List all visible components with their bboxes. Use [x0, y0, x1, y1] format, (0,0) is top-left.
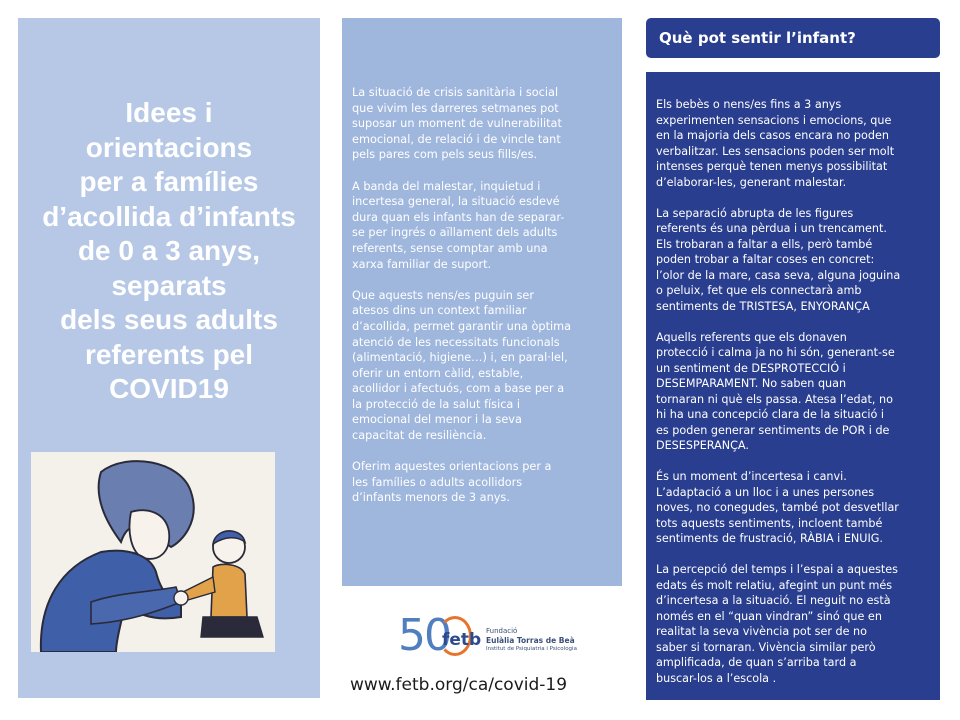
- text-line: sentiments de frustració, RÀBIA i ENUIG.: [656, 532, 883, 545]
- text-line: La situació de crisis sanitària i social: [352, 86, 559, 99]
- title-line: referents pel: [84, 338, 254, 370]
- text-line: d’elaborar-les, generant malestar.: [656, 175, 847, 189]
- text-line: pels pares com pels seus fills/es.: [352, 148, 538, 162]
- text-line: dura quan els infants han de separar-: [352, 210, 565, 224]
- text-line: d’incertesa a la situació. El neguit no està: [656, 594, 891, 607]
- text-line: La percepció del temps i l’espai a aquestes: [656, 563, 899, 576]
- text-line: atesos dins un context familiar: [352, 304, 527, 318]
- drawing-svg: [31, 452, 275, 652]
- text-line: oferir un entorn càlid, estable,: [352, 366, 524, 380]
- text-line: Els bebès o nens/es fins a 3 anys: [656, 98, 842, 111]
- text-line: suposar un moment de vulnerabilitat: [352, 117, 562, 131]
- text-line: capacitat de resiliència.: [352, 429, 487, 443]
- text-line: La separació abrupta de les figures: [656, 206, 854, 220]
- text-line: saber si tornaran. Vivència similar però: [656, 640, 876, 654]
- text-line: se per ingrés o aïllament dels adults: [352, 226, 558, 240]
- text-line: incertesa general, la situació esdevé: [352, 195, 560, 209]
- cover-title: [18, 96, 320, 407]
- logo-mark: fetb: [442, 630, 482, 650]
- text-line: DESEMPARAMENT. No saben quan: [656, 377, 847, 390]
- feelings-paragraph: [656, 469, 936, 547]
- logo-line-3: Institut de Psiquiatria i Psicologia: [486, 646, 577, 652]
- logo-anniversary-number: 50: [398, 610, 450, 661]
- title-line: separats: [111, 269, 227, 301]
- title-line: COVID19: [109, 373, 229, 404]
- text-line: es poden generar sentiments de POR i de: [656, 423, 890, 437]
- text-line: protecció i calma ja no hi són, generant-se: [656, 346, 895, 359]
- section-header: [646, 18, 940, 58]
- text-line: poden trobar a faltar coses en concret:: [656, 253, 875, 266]
- intro-panel: [342, 18, 622, 586]
- feelings-paragraph: [656, 330, 936, 454]
- text-line: l’olor de la mare, casa seva, alguna joguina: [656, 268, 901, 282]
- text-line: buscar-los a l’escola .: [656, 671, 777, 685]
- text-line: (alimentació, higiene…) i, en paral·lel,: [352, 351, 568, 365]
- text-line: un sentiment de DESPROTECCIÓ i: [656, 361, 846, 375]
- section-heading: Què pot sentir l’infant?: [659, 29, 856, 47]
- text-line: hi ha una concepció clara de la situació i: [656, 408, 884, 421]
- text-line: tornaran ni què els passa. Atesa l’edat, no: [656, 392, 893, 406]
- text-line: sentiments de TRISTESA, ENYORANÇA: [656, 299, 870, 313]
- adult-child-drawing: [31, 452, 275, 652]
- text-line: Oferim aquestes orientacions per a: [352, 460, 552, 474]
- feelings-paragraph: [656, 562, 936, 686]
- feelings-text: [656, 97, 936, 702]
- title-line: per a famílies: [79, 166, 259, 197]
- feelings-paragraph: [656, 97, 936, 190]
- intro-paragraph: [352, 288, 614, 444]
- text-line: experimenten sensacions i emocions, que: [656, 113, 892, 127]
- text-line: d’infants menors de 3 anys.: [352, 491, 510, 505]
- text-line: referents és una pèrdua i un trencament.: [656, 222, 887, 235]
- intro-text: [352, 85, 614, 522]
- website-link[interactable]: www.fetb.org/ca/covid-19: [350, 675, 568, 695]
- text-line: Els trobaran a faltar a ells, però també: [656, 237, 873, 251]
- text-line: xarxa familiar de suport.: [352, 257, 492, 271]
- text-line: intenses perquè tenen menys possibilitat: [656, 160, 888, 173]
- text-line: És un moment d’incertesa i canvi.: [656, 470, 847, 483]
- text-line: A banda del malestar, inquietud i: [352, 179, 541, 193]
- feelings-panel: [646, 72, 940, 700]
- title-line: d’acollida d’infants: [42, 200, 296, 232]
- text-line: emocional del menor i la seva: [352, 413, 522, 427]
- text-line: d’acollida, permet garantir una òptima: [352, 319, 572, 333]
- text-line: només en el “quan vindran” sinó que en: [656, 609, 882, 623]
- text-line: tots aquests sentiments, incloent també: [656, 516, 883, 530]
- text-line: atenció de les necessitats funcionals: [352, 335, 560, 349]
- text-line: edats és molt relatiu, afegint un punt més: [656, 578, 893, 592]
- text-line: la protecció de la salut física i: [352, 397, 521, 411]
- text-line: Que aquests nens/es puguin ser: [352, 288, 535, 302]
- fetb-logo: [398, 612, 598, 662]
- text-line: verbalitzar. Les sensacions poden ser molt: [656, 144, 895, 158]
- text-line: acollidor i afectuós, com a base per a: [352, 382, 565, 396]
- intro-paragraph: [352, 179, 614, 273]
- title-line: de 0 a 3 anys,: [77, 235, 261, 266]
- text-line: DESESPERANÇA.: [656, 439, 749, 452]
- text-line: L’adaptació a un lloc i a unes persones: [656, 485, 875, 499]
- title-line: dels seus adults: [60, 304, 278, 335]
- title-line: orientacions: [85, 131, 253, 163]
- text-line: en la majoria dels casos encara no poden: [656, 129, 889, 142]
- text-line: emocional, de relació i de vincle tant: [352, 132, 561, 146]
- title-line: Idees i: [125, 97, 213, 128]
- text-line: realitat la seva vivència pot ser de no: [656, 625, 867, 638]
- intro-paragraph: [352, 85, 614, 163]
- logo-line-2: Eulàlia Torras de Beà: [486, 636, 575, 645]
- feelings-paragraph: [656, 206, 936, 315]
- text-line: les famílies o adults acollidors: [352, 475, 523, 489]
- intro-paragraph: [352, 459, 614, 506]
- text-line: o peluix, fet que els connectarà amb: [656, 284, 862, 297]
- logo-line-1: Fundació: [486, 627, 518, 635]
- text-line: que vivim les darreres setmanes pot: [352, 101, 559, 115]
- text-line: Aquells referents que els donaven: [656, 330, 847, 344]
- text-line: noves, no conegudes, també pot desvetllar: [656, 501, 899, 514]
- text-line: amplificada, de quan s’arriba tard a: [656, 656, 857, 669]
- text-line: referents, sense comptar amb una: [352, 241, 548, 255]
